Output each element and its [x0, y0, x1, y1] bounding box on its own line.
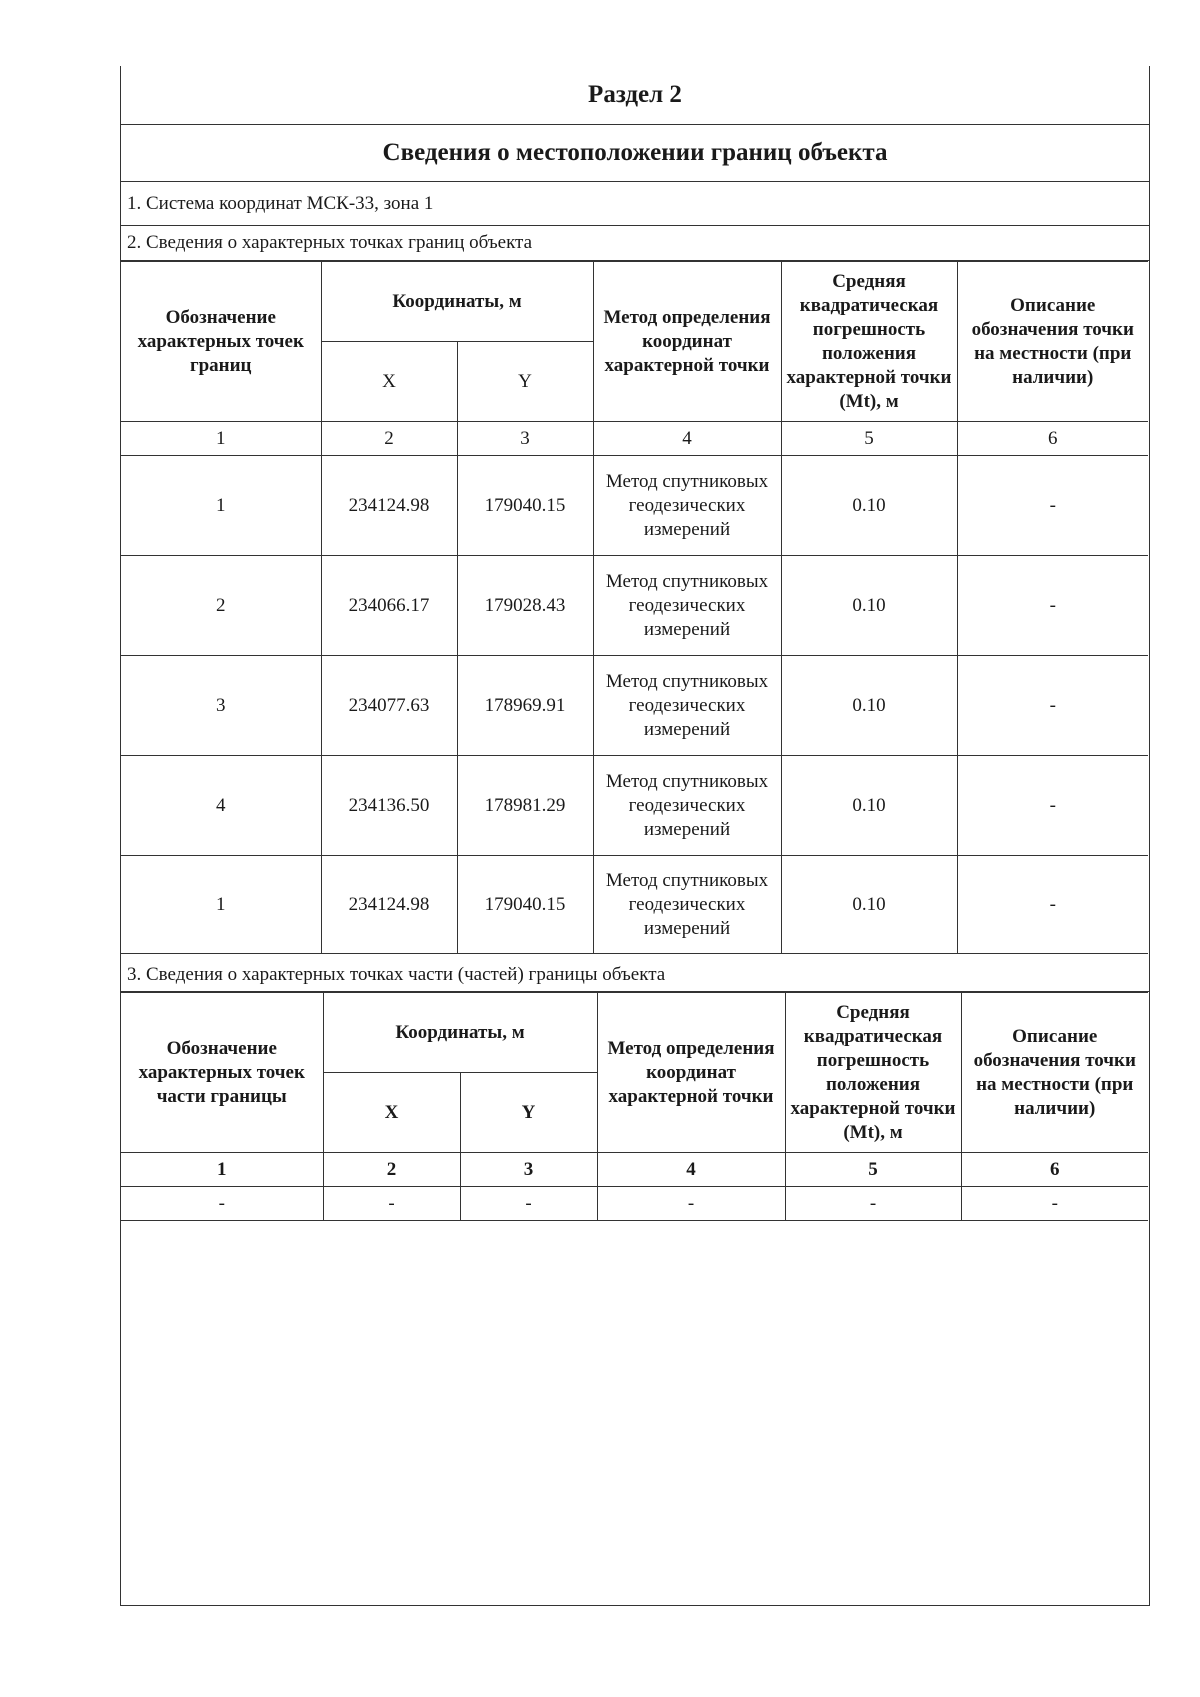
column-number: 1: [121, 422, 321, 456]
error-cell: -: [785, 1187, 961, 1221]
header-method: Метод определения координат характерной точки: [597, 993, 785, 1153]
x-coordinate: -: [323, 1187, 460, 1221]
header-method: Метод определения координат характерной точки: [593, 262, 781, 422]
column-number: 2: [321, 422, 457, 456]
x-coordinate: 234124.98: [321, 856, 457, 954]
y-coordinate: 178969.91: [457, 656, 593, 756]
y-coordinate: 179028.43: [457, 556, 593, 656]
y-coordinate: 178981.29: [457, 756, 593, 856]
point-number: -: [121, 1187, 323, 1221]
column-number: 4: [593, 422, 781, 456]
column-number: 6: [957, 422, 1148, 456]
point-number: 2: [121, 556, 321, 656]
header-description: Описание обозначения точки на местности (при наличии): [957, 262, 1148, 422]
header-y: Y: [460, 1073, 597, 1153]
column-number: 2: [323, 1153, 460, 1187]
table-row: [121, 1187, 1148, 1221]
x-coordinate: 234077.63: [321, 656, 457, 756]
method-cell: -: [597, 1187, 785, 1221]
header-coordinates: Координаты, м: [321, 262, 593, 342]
header-description: Описание обозначения точки на местности (при наличии): [961, 993, 1148, 1153]
method-cell: Метод спутниковых геодезических измерений: [593, 456, 781, 556]
point-number: 3: [121, 656, 321, 756]
column-number: 4: [597, 1153, 785, 1187]
page-title: Сведения о местоположении границ объекта: [121, 125, 1149, 182]
x-coordinate: 234066.17: [321, 556, 457, 656]
header-designation: Обозначение характерных точек границ: [121, 262, 321, 422]
description-cell: -: [957, 456, 1148, 556]
error-cell: 0.10: [781, 756, 957, 856]
error-cell: 0.10: [781, 656, 957, 756]
column-number: 1: [121, 1153, 323, 1187]
coordinate-system-line: 1. Система координат МСК-33, зона 1: [121, 182, 1149, 226]
error-cell: 0.10: [781, 556, 957, 656]
header-y: Y: [457, 342, 593, 422]
description-cell: -: [957, 756, 1148, 856]
header-error: Средняя квадратическая погрешность положения характерной точки (Mt), м: [781, 262, 957, 422]
method-cell: Метод спутниковых геодезических измерений: [593, 656, 781, 756]
column-number: 6: [961, 1153, 1148, 1187]
table-row: [121, 756, 1148, 856]
x-coordinate: 234124.98: [321, 456, 457, 556]
boundary-points-table: [121, 261, 1148, 954]
point-number: 1: [121, 456, 321, 556]
table-row: [121, 856, 1148, 954]
description-cell: -: [957, 656, 1148, 756]
y-coordinate: 179040.15: [457, 856, 593, 954]
part-points-table: [121, 992, 1148, 1221]
section-title: Раздел 2: [121, 66, 1149, 125]
method-cell: Метод спутниковых геодезических измерений: [593, 856, 781, 954]
method-cell: Метод спутниковых геодезических измерений: [593, 756, 781, 856]
error-cell: 0.10: [781, 456, 957, 556]
description-cell: -: [957, 856, 1148, 954]
table-row: [121, 556, 1148, 656]
header-coordinates: Координаты, м: [323, 993, 597, 1073]
description-cell: -: [957, 556, 1148, 656]
point-number: 1: [121, 856, 321, 954]
error-cell: 0.10: [781, 856, 957, 954]
header-x: X: [323, 1073, 460, 1153]
column-number: 3: [460, 1153, 597, 1187]
document-sheet: [120, 66, 1150, 1606]
description-cell: -: [961, 1187, 1148, 1221]
column-number: 5: [781, 422, 957, 456]
header-error: Средняя квадратическая погрешность положения характерной точки (Mt), м: [785, 993, 961, 1153]
y-coordinate: -: [460, 1187, 597, 1221]
column-number: 3: [457, 422, 593, 456]
point-number: 4: [121, 756, 321, 856]
header-x: X: [321, 342, 457, 422]
parts-heading: 3. Сведения о характерных точках части (частей) границы объекта: [121, 958, 1149, 992]
table-row: [121, 656, 1148, 756]
x-coordinate: 234136.50: [321, 756, 457, 856]
table-row: [121, 456, 1148, 556]
header-designation: Обозначение характерных точек части границы: [121, 993, 323, 1153]
y-coordinate: 179040.15: [457, 456, 593, 556]
column-number: 5: [785, 1153, 961, 1187]
points-heading: 2. Сведения о характерных точках границ объекта: [121, 226, 1149, 261]
method-cell: Метод спутниковых геодезических измерений: [593, 556, 781, 656]
